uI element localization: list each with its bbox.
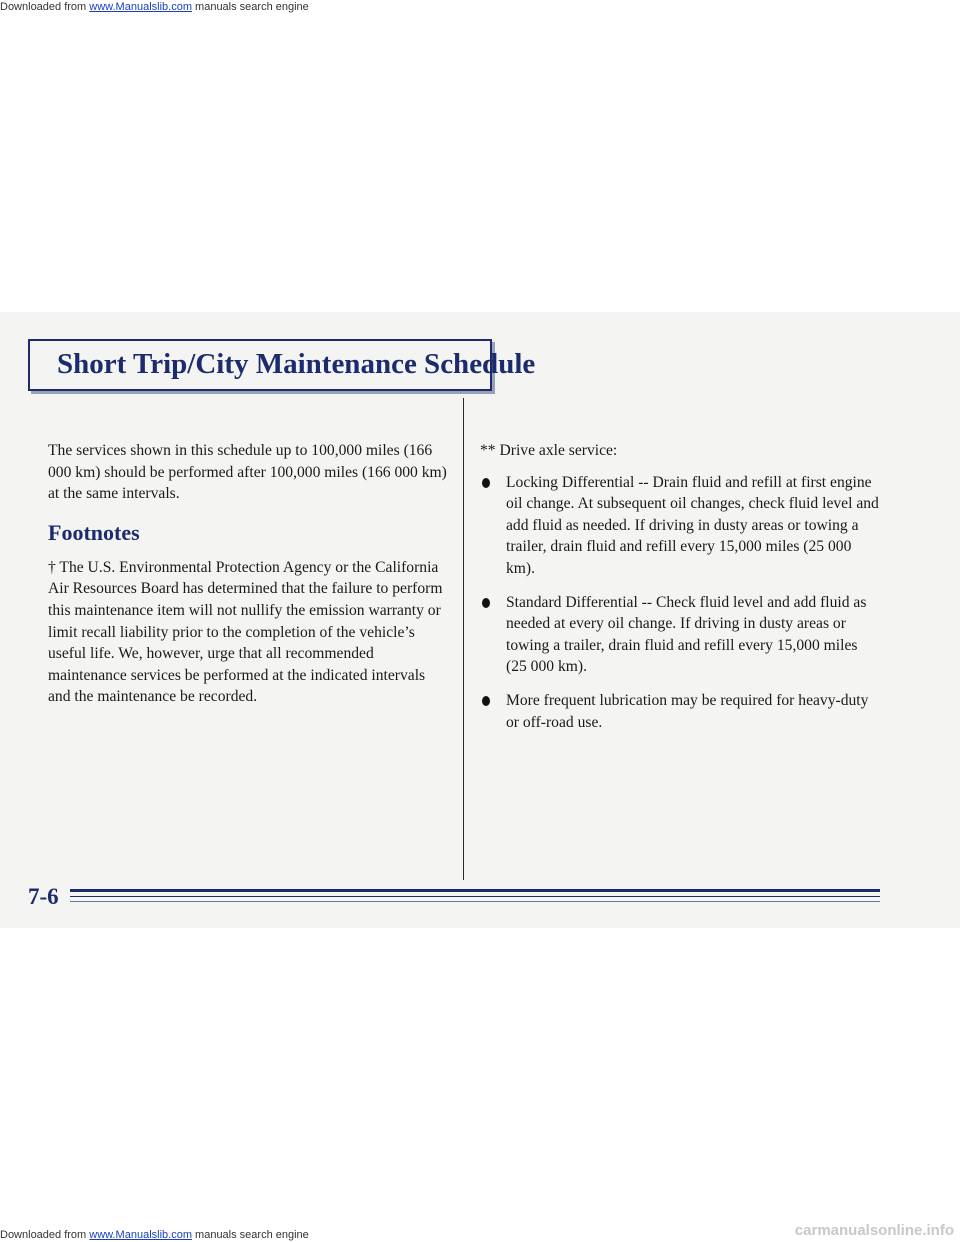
list-item: [480, 690, 880, 733]
footnote-paragraph: † The U.S. Environmental Protection Agency or the California Air Resources Board has determined that the failure to perform this maintenance item will not nullify the emission warranty or limit recall liability prior to the completion of the vehicle’s useful life. We, however, urge that all recommended maintenance services be performed at the indicated intervals and the maintenance be recorded.: [48, 558, 443, 706]
banner-suffix: manuals search engine: [191, 1, 309, 13]
footnotes-heading: Footnotes: [48, 519, 140, 545]
site-watermark: carmanualsonline.info: [794, 1222, 954, 1239]
banner-prefix: Downloaded from: [0, 1229, 90, 1241]
list-item-text: Standard Differential -- Check fluid level and add fluid as needed at every oil change. If driving in dusty areas or towing a trailer, drain fluid and refill every 15,000 miles (25 000 km).: [506, 593, 867, 676]
drive-axle-list: [480, 472, 880, 734]
download-banner-top: [0, 0, 960, 14]
bullet-icon: [482, 478, 490, 488]
list-item: [480, 472, 880, 580]
left-column: [48, 440, 448, 708]
drive-axle-heading: ** Drive axle service:: [480, 442, 618, 459]
manualslib-link[interactable]: www.Manualslib.com: [89, 1229, 192, 1241]
banner-suffix: manuals search engine: [191, 1229, 309, 1241]
footer-rule: [70, 896, 880, 897]
list-item-text: More frequent lubrication may be required for heavy-duty or off-road use.: [506, 691, 869, 731]
manualslib-link[interactable]: www.Manualslib.com: [89, 1, 192, 13]
column-divider: [463, 398, 464, 880]
page-number: 7-6: [28, 884, 59, 909]
section-title-box: [28, 339, 536, 391]
page-title: Short Trip/City Maintenance Schedule: [57, 348, 536, 380]
banner-prefix: Downloaded from: [0, 1, 90, 13]
bullet-icon: [482, 696, 490, 706]
right-column: [480, 440, 880, 745]
footer-rule: [70, 889, 880, 892]
bullet-icon: [482, 598, 490, 608]
list-item-text: Locking Differential -- Drain fluid and refill at first engine oil change. At subsequent oil changes, check fluid level and add fluid as needed. If driving in dusty areas or towing a trailer, drain fluid and refill every 15,000 miles (25 000 km).: [506, 473, 879, 577]
footer-rule: [70, 901, 880, 902]
intro-paragraph: The services shown in this schedule up to 100,000 miles (166 000 km) should be performed after 100,000 miles (166 000 km) at the same intervals.: [48, 442, 447, 503]
list-item: [480, 592, 880, 678]
